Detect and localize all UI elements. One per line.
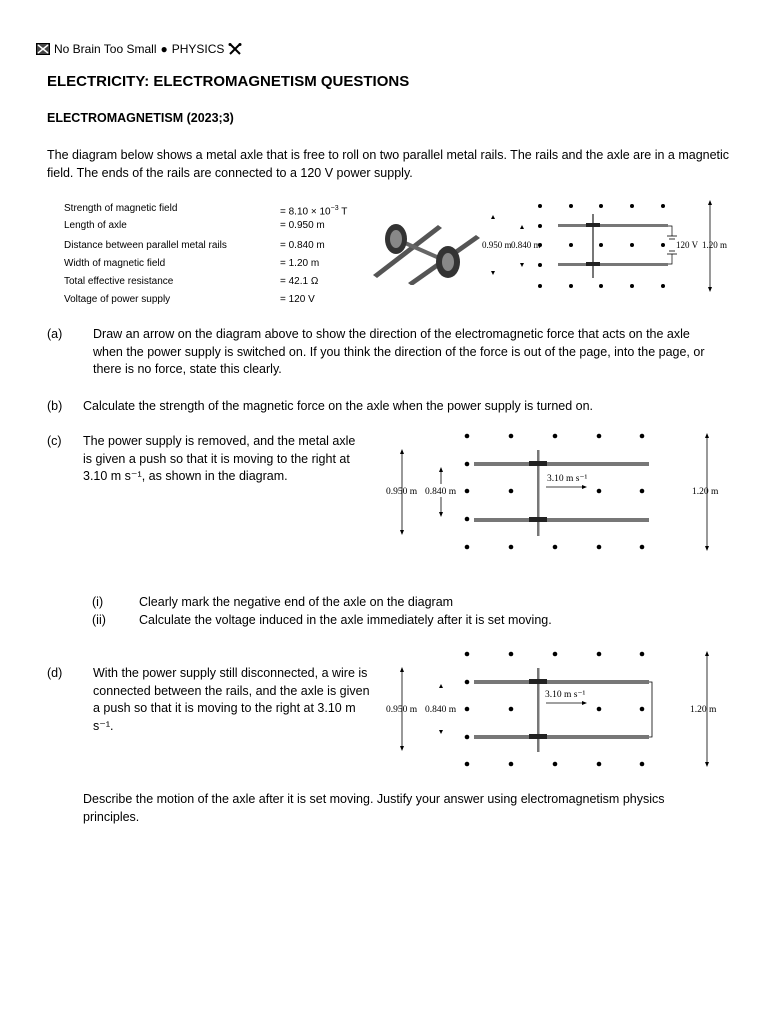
question-label: (c) — [47, 434, 62, 448]
question-c — [47, 433, 358, 486]
label-rail-distance: 0.840 m — [425, 705, 457, 715]
given-row — [64, 255, 347, 273]
given-label: Voltage of power supply — [64, 294, 171, 306]
question-text: The power supply is removed, and the metal axle is given a push so that it is moving to the right at 3.10 m s⁻¹, as shown in the diagram. — [83, 434, 356, 483]
given-value: = 120 V — [280, 294, 315, 306]
question-c-i — [92, 594, 453, 612]
field-dots — [465, 652, 645, 767]
given-label: Width of magnetic field — [64, 258, 166, 270]
given-value: = $8.10 \times 10^{-3}$ T — [280, 205, 348, 218]
question-label: (a) — [47, 327, 63, 341]
page-header — [36, 42, 242, 56]
label-rail-distance: 0.840 m — [511, 240, 541, 250]
given-value: = 0.840 m — [280, 240, 325, 252]
top-rail — [474, 680, 649, 684]
given-row — [64, 291, 347, 309]
given-label: Length of axle — [64, 220, 127, 232]
logo-icon — [36, 43, 50, 55]
question-label: (d) — [47, 666, 63, 680]
label-speed: 3.10 m s⁻¹ — [547, 474, 588, 484]
page-title: ELECTRICITY: ELECTROMAGNETISM QUESTIONS — [47, 73, 410, 90]
given-label: Strength of magnetic field — [64, 203, 178, 214]
question-a — [47, 326, 737, 379]
givens-list — [64, 200, 347, 309]
question-d-prompt: Describe the motion of the axle after it is set moving. Justify your answer using electromagnetism physics principles. — [83, 792, 665, 824]
label-axle-length: 0.950 m — [482, 240, 512, 250]
label-field-width: 1.20 m — [702, 240, 728, 250]
question-text: Calculate the strength of the magnetic force on the axle when the power supply is turned on. — [83, 399, 594, 413]
diagram-1 — [478, 196, 740, 296]
diagram-3 — [380, 646, 725, 772]
question-text: With the power supply still disconnected, a wire is connected between the rails, and the axle is given a push so that it is moving to the right at 3.10 m s⁻¹. — [93, 666, 370, 733]
question-d — [47, 665, 373, 735]
question-c-ii — [92, 612, 552, 630]
label-voltage: 120 V — [676, 240, 699, 250]
top-rail — [558, 224, 668, 227]
subject: PHYSICS — [171, 42, 225, 56]
question-text: Clearly mark the negative end of the axle on the diagram — [139, 595, 454, 609]
given-value: = 42.1 Ω — [280, 276, 319, 288]
diagram-2 — [380, 428, 725, 556]
bullet: ● — [160, 42, 168, 56]
label-rail-distance: 0.840 m — [425, 487, 457, 497]
bottom-rail — [474, 735, 649, 739]
connecting-wire — [649, 682, 652, 737]
bottom-rail — [558, 263, 668, 266]
top-rail — [474, 462, 649, 466]
field-dots — [465, 434, 645, 550]
question-label: (i) — [92, 595, 104, 609]
given-row — [64, 273, 347, 291]
label-axle-length: 0.950 m — [386, 705, 418, 715]
question-text: Calculate the voltage induced in the axle immediately after it is set moving. — [139, 613, 552, 627]
crossed-tools-icon — [228, 43, 242, 55]
given-label: Distance between parallel metal rails — [64, 240, 227, 252]
label-field-width: 1.20 m — [690, 705, 717, 715]
label-axle-length: 0.950 m — [386, 487, 418, 497]
question-b — [47, 398, 737, 416]
given-label: Total effective resistance — [64, 276, 174, 288]
given-value: = 0.950 m — [280, 220, 325, 232]
intro-text: The diagram below shows a metal axle that is free to roll on two parallel metal rails. The rails and the axle are in a magnetic field. The ends of the rails are connected to a 120 V power supply. — [47, 148, 730, 180]
question-label: (b) — [47, 399, 63, 413]
given-row — [64, 237, 347, 255]
question-text: Draw an arrow on the diagram above to show the direction of the electromagnetic force that acts on the axle when the power supply is switched on. If you think the direction of the force is out of the page, into the page, or there is no force, state this clearly. — [93, 327, 705, 376]
site-name: No Brain Too Small — [54, 42, 157, 56]
label-speed: 3.10 m s⁻¹ — [545, 690, 586, 700]
question-heading: ELECTROMAGNETISM (2023;3) — [47, 111, 234, 125]
given-value: = 1.20 m — [280, 258, 320, 270]
label-field-width: 1.20 m — [692, 487, 719, 497]
given-row — [64, 217, 347, 235]
bottom-rail — [474, 518, 649, 522]
field-dots — [538, 204, 665, 288]
question-label: (ii) — [92, 613, 106, 627]
axle-illustration — [368, 205, 483, 285]
